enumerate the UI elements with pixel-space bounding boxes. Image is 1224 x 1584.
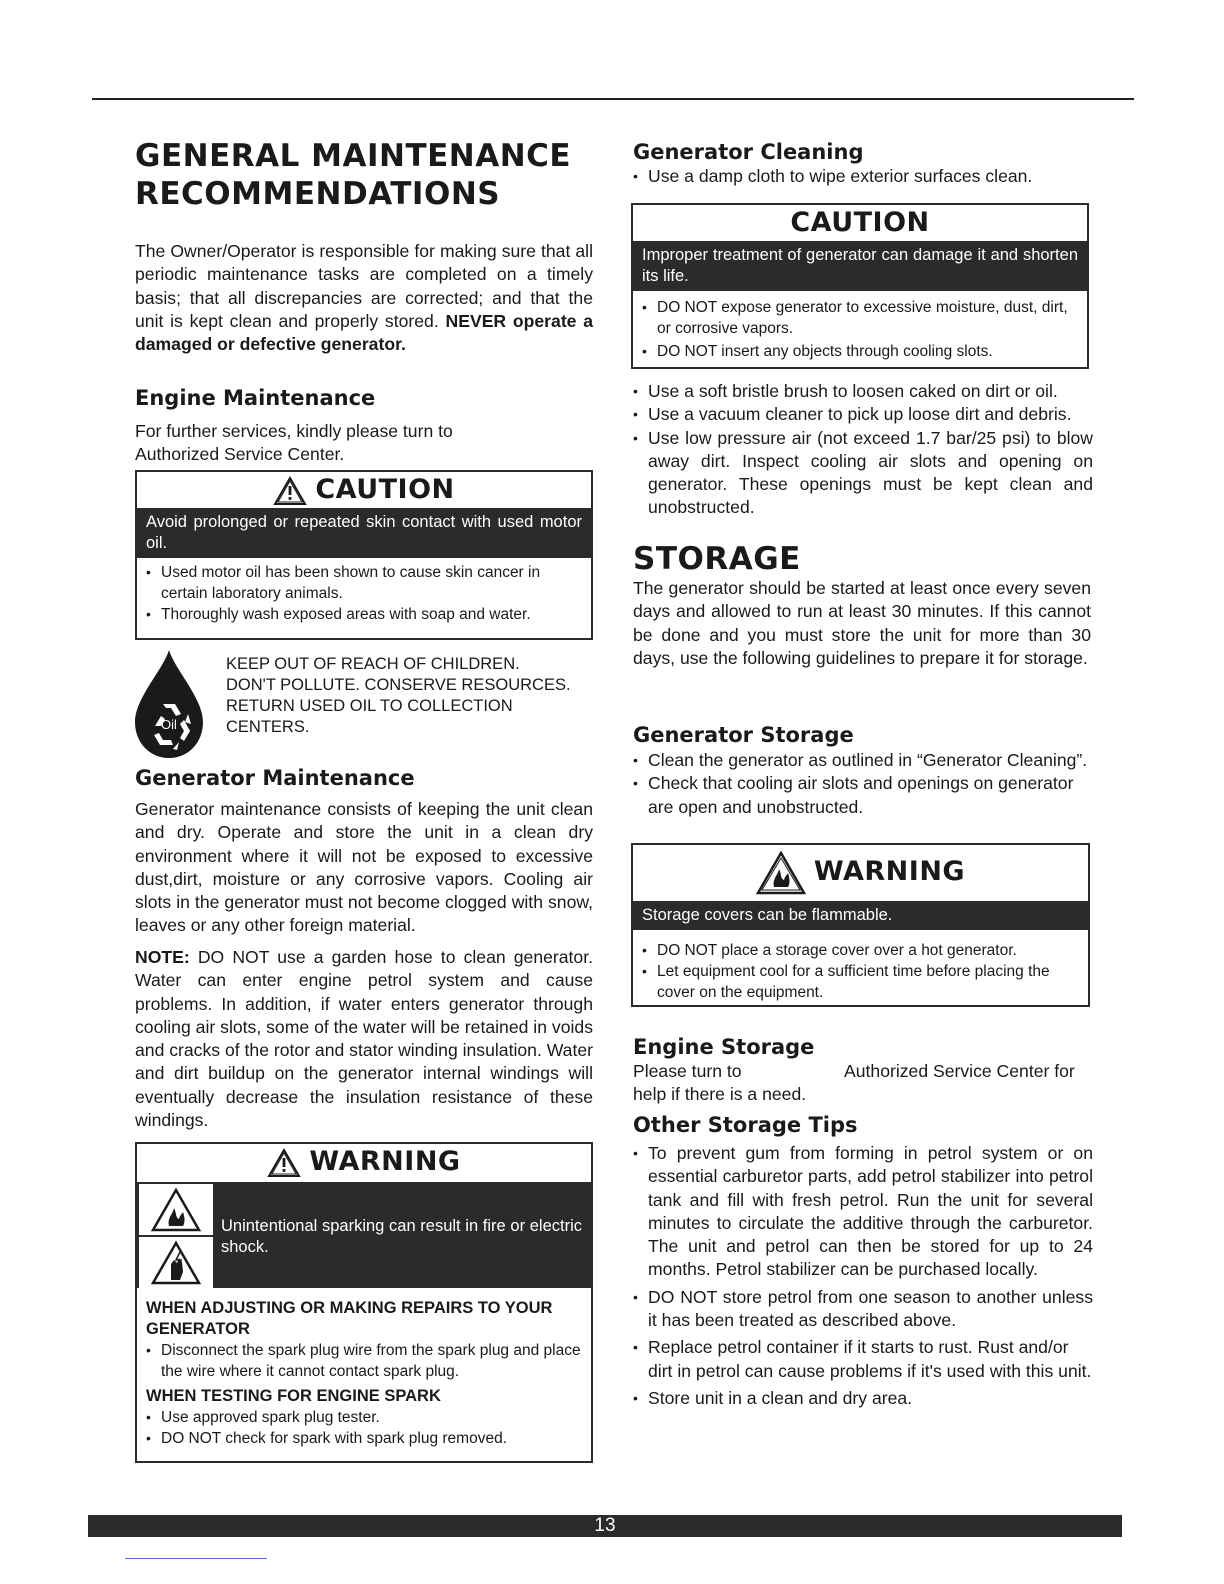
list-item: • Use a vacuum cleaner to pick up loose dirt and debris.: [633, 403, 1093, 426]
warning-bullets: [146, 1407, 585, 1449]
recycle-oil-icon: [133, 650, 205, 758]
page-number: 13: [594, 1515, 616, 1536]
engine-maintenance-heading: Engine Maintenance: [135, 386, 376, 410]
warning-body: [137, 1288, 591, 1453]
generator-cleaning-list: [633, 165, 1093, 188]
generator-maintenance-text: Generator maintenance consists of keeping the unit clean and dry. Operate and store the unit in a clean dry environment where it will not be exposed to excessive dust,dirt, moisture or any corrosive vapors. Cooling air slots in the generator must not become clogged with snow, leaves or any other foreign material.: [135, 799, 593, 936]
list-item: • Store unit in a clean and dry area.: [633, 1387, 1093, 1410]
recycle-line: DON'T POLLUTE. CONSERVE RESOURCES.: [226, 676, 571, 694]
list-item: • Check that cooling air slots and openings on generator are open and unobstructed.: [633, 772, 1093, 819]
recycle-line: RETURN USED OIL TO COLLECTION: [226, 697, 513, 715]
engine-maintenance-text: For further services, kindly please turn to Authorized Service Center.: [135, 421, 453, 465]
generator-cleaning-heading: Generator Cleaning: [633, 140, 864, 164]
list-item: • DO NOT place a storage cover over a hot generator.: [642, 940, 1084, 961]
generator-storage-heading: Generator Storage: [633, 723, 854, 747]
list-item: • Use low pressure air (not exceed 1.7 bar/25 psi) to blow away dirt. Inspect cooling air slots and opening on generator. These openings must be kept clean and unobstructed.: [633, 427, 1093, 520]
generator-maintenance-heading: Generator Maintenance: [135, 766, 415, 790]
engine-storage-heading: Engine Storage: [633, 1035, 815, 1059]
page-footer: [88, 1515, 1122, 1537]
list-item: • Use a soft bristle brush to loosen caked on dirt or oil.: [633, 380, 1093, 403]
caution-bar: Avoid prolonged or repeated skin contact with used motor oil.: [137, 508, 591, 558]
intro-paragraph: The Owner/Operator is responsible for making sure that all periodic maintenance tasks are completed on a timely basis; that all discrepancies are corrected; and that the unit is kept clean and properly stored. NEVER operate a damaged or defective generator.: [135, 241, 594, 355]
warning-triangle-icon: [273, 476, 307, 506]
list-item: • DO NOT store petrol from one season to another unless it has been treated as described above.: [633, 1286, 1093, 1333]
fire-hazard-icon: [756, 851, 806, 895]
list-item: • Let equipment cool for a sufficient time before placing the cover on the equipment.: [642, 961, 1084, 1003]
list-item: • Use a damp cloth to wipe exterior surfaces clean.: [633, 165, 1093, 188]
recycle-line: KEEP OUT OF REACH OF CHILDREN.: [226, 655, 520, 673]
list-item: • Clean the generator as outlined in “Generator Cleaning”.: [633, 749, 1093, 772]
other-storage-tips-list: [633, 1142, 1093, 1410]
caution-bullets: [642, 297, 1083, 362]
warning-bullets: [146, 1340, 585, 1382]
oil-label: Oil: [161, 717, 177, 732]
warning-triangle-icon: [267, 1148, 301, 1178]
note-label: NOTE:: [135, 947, 190, 967]
hazard-icons: [139, 1184, 213, 1288]
warning-bar-text: Unintentional sparking can result in fire or electric shock.: [221, 1217, 582, 1256]
warning-bar: Storage covers can be flammable.: [633, 901, 1088, 930]
other-storage-tips-heading: Other Storage Tips: [633, 1113, 858, 1137]
intro-warning: NEVER operate a damaged or defective generator.: [135, 310, 594, 355]
list-item: • Thoroughly wash exposed areas with soap and water.: [146, 604, 587, 625]
storage-text: The generator should be started at least once every seven days and allowed to run at least 30 minutes. If this cannot be done and you must store the unit for more than 30 days, use the following guidelines to prepare it for storage.: [633, 578, 1091, 668]
caution-bullets: [146, 562, 587, 625]
warning-bullets: [642, 940, 1084, 1003]
warning-box-storage: [631, 843, 1090, 1007]
list-item: • DO NOT expose generator to excessive moisture, dust, dirt, or corrosive vapors.: [642, 297, 1083, 339]
recycle-notice: [226, 654, 571, 738]
cleaning-bullets: [633, 380, 1093, 520]
caution-box-generator: [631, 203, 1089, 369]
warning-title: WARNING: [137, 1144, 591, 1180]
caution-bar: Improper treatment of generator can damage it and shorten its life.: [633, 241, 1087, 291]
list-item: • To prevent gum from forming in petrol system or on essential carburetor parts, add petrol stabilizer into petrol tank and fill with fresh petrol. Run the unit for several minutes to circulate the additive through the carburetor. The unit and petrol can then be stored for up to 24 months. Petrol stabilizer can be purchased locally.: [633, 1142, 1093, 1282]
warning-title: WARNING: [633, 845, 1088, 899]
list-item: • Use approved spark plug tester.: [146, 1407, 585, 1428]
list-item: • Used motor oil has been shown to cause skin cancer in certain laboratory animals.: [146, 562, 587, 604]
storage-heading: STORAGE: [633, 541, 801, 577]
caution-title: CAUTION: [137, 472, 591, 508]
caution-box-oil: [135, 470, 593, 640]
warning-bar: [137, 1182, 591, 1288]
caution-title: CAUTION: [790, 207, 930, 238]
recycle-line: CENTERS.: [226, 718, 310, 736]
top-rule: [92, 98, 1134, 100]
list-item: • DO NOT check for spark with spark plug removed.: [146, 1428, 585, 1449]
note-paragraph: NOTE: DO NOT use a garden hose to clean generator. Water can enter engine petrol system and cause problems. In addition, if water enters generator through cooling air slots, some of the water will be retained in voids and cracks of the rotor and stator winding insulation. Water and dirt buildup on the generator internal windings will eventually decrease the insulation resistance of these windings.: [135, 947, 593, 1131]
engine-storage-text: Please turn to Authorized Service Center for help if there is a need.: [633, 1061, 1075, 1104]
list-item: • Disconnect the spark plug wire from the spark plug and place the wire where it cannot contact spark plug.: [146, 1340, 585, 1382]
link-underline: [125, 1558, 267, 1559]
generator-storage-list: [633, 749, 1093, 819]
warning-box-sparking: [135, 1142, 593, 1463]
list-item: • DO NOT insert any objects through cooling slots.: [642, 341, 1083, 362]
warning-subheading: WHEN TESTING FOR ENGINE SPARK: [146, 1387, 441, 1405]
warning-subheading: WHEN ADJUSTING OR MAKING REPAIRS TO YOUR GENERATOR: [146, 1299, 553, 1338]
list-item: • Replace petrol container if it starts to rust. Rust and/or dirt in petrol can cause problems if it's used with this unit.: [633, 1336, 1093, 1383]
page-title: GENERAL MAINTENANCE RECOMMENDATIONS: [135, 138, 572, 212]
